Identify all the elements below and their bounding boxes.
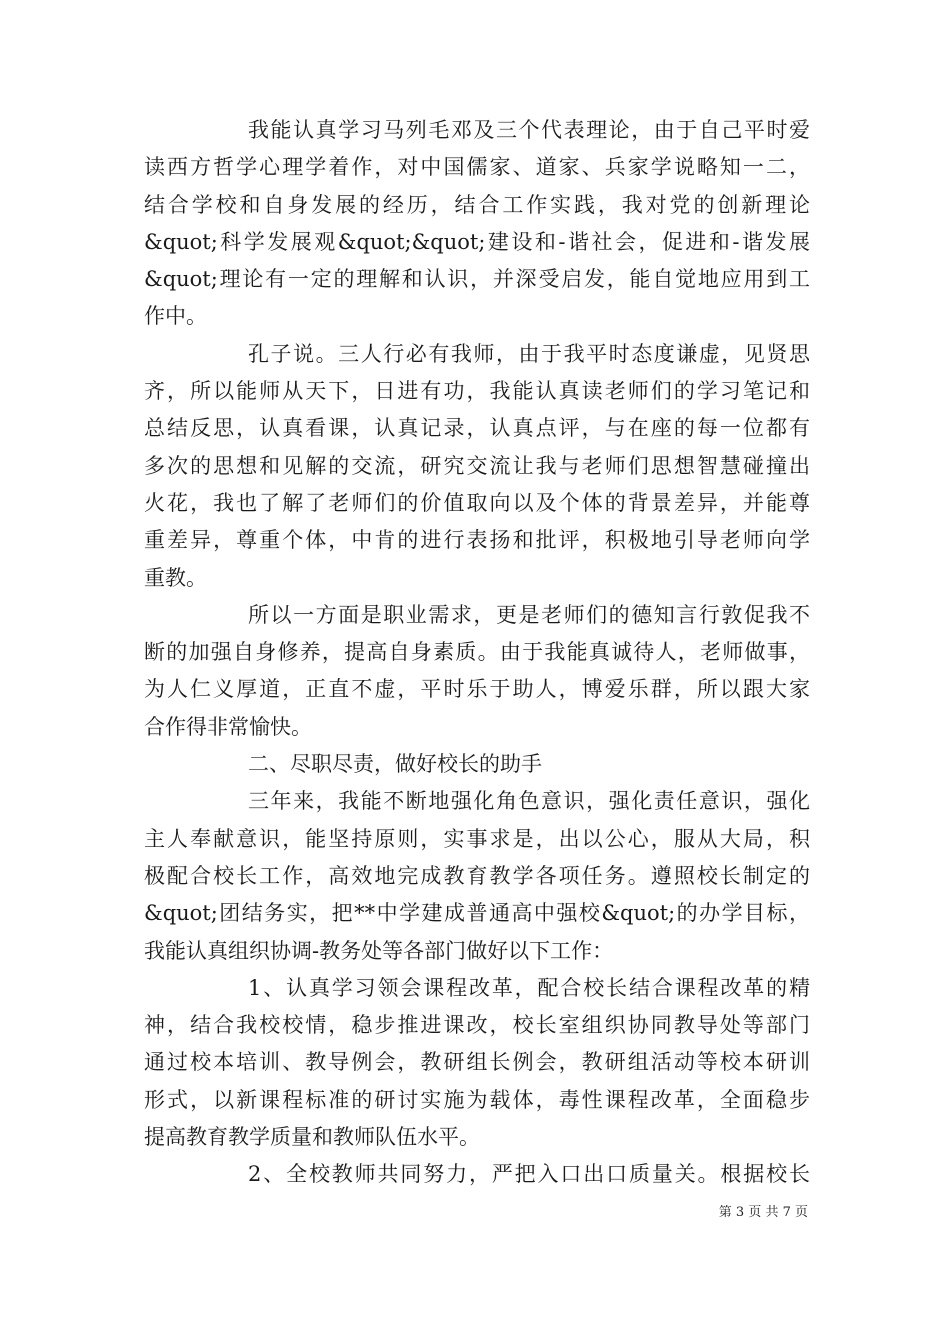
paragraph-4-line: 极配合校长工作，高效地完成教育教学各项任务。遵照校长制定的 (144, 863, 810, 888)
paragraph-2-line: 重教。 (144, 565, 207, 590)
paragraph-2-line: 火花，我也了解了老师们的价值取向以及个体的背景差异，并能尊 (144, 490, 810, 515)
paragraph-1-line: 结合学校和自身发展的经历，结合工作实践，我对党的创新理论 (144, 192, 810, 217)
paragraph-3-line: 断的加强自身修养，提高自身素质。由于我能真诚待人，老师做事， (144, 640, 810, 665)
list-item-1-line: 1、认真学习领会课程改革，配合校长结合课程改革的精 (248, 975, 810, 1000)
page-number-footer: 第 3 页 共 7 页 (718, 1205, 808, 1220)
list-item-1-line: 形式，以新课程标准的研讨实施为载体，毒性课程改革，全面稳步 (144, 1087, 810, 1112)
paragraph-2-line: 多次的思想和见解的交流，研究交流让我与老师们思想智慧碰撞出 (144, 453, 810, 478)
paragraph-4-line: 三年来，我能不断地强化角色意识，强化责任意识，强化 (248, 789, 810, 814)
list-item-1-line: 提高教育教学质量和教师队伍水平。 (144, 1125, 480, 1150)
paragraph-2-line: 孔子说。三人行必有我师，由于我平时态度谦虚，见贤思 (248, 341, 810, 366)
paragraph-4-line: 主人奉献意识，能坚持原则，实事求是，出以公心，服从大局，积 (144, 826, 810, 851)
list-item-1-line: 神，结合我校校情，稳步推进课改，校长室组织协同教导处等部门 (144, 1013, 810, 1038)
paragraph-1-line: 读西方哲学心理学着作，对中国儒家、道家、兵家学说略知一二， (144, 155, 810, 180)
paragraph-4-line: 我能认真组织协调-教务处等各部门做好以下工作： (144, 938, 614, 963)
section-heading: 二、尽职尽责，做好校长的助手 (248, 752, 542, 777)
paragraph-2-line: 重差异，尊重个体，中肯的进行表扬和批评，积极地引导老师向学 (144, 528, 810, 553)
paragraph-2-line: 齐，所以能师从天下，日进有功，我能认真读老师们的学习笔记和 (144, 379, 810, 404)
document-body (144, 112, 810, 1194)
paragraph-1-line: &quot;科学发展观&quot;&quot;建设和-谐社会，促进和-谐发展 (144, 229, 810, 254)
paragraph-1-line: 作中。 (144, 304, 207, 329)
paragraph-3-line: 所以一方面是职业需求，更是老师们的德知言行敦促我不 (248, 602, 810, 627)
list-item-1-line: 通过校本培训、教导例会，教研组长例会，教研组活动等校本研训 (144, 1050, 810, 1075)
list-item-2-line: 2、全校教师共同努力，严把入口出口质量关。根据校长 (248, 1162, 810, 1187)
paragraph-1-line: 我能认真学习马列毛邓及三个代表理论，由于自己平时爱 (248, 118, 810, 142)
paragraph-3-line: 为人仁义厚道，正直不虚，平时乐于助人，博爱乐群，所以跟大家 (144, 677, 810, 702)
paragraph-4-line: &quot;团结务实，把**中学建成普通高中强校&quot;的办学目标， (144, 901, 810, 926)
paragraph-1-line: &quot;理论有一定的理解和认识，并深受启发，能自觉地应用到工 (144, 267, 810, 292)
paragraph-3-line: 合作得非常愉快。 (144, 714, 312, 739)
paragraph-2-line: 总结反思，认真看课，认真记录，认真点评，与在座的每一位都有 (144, 416, 810, 441)
